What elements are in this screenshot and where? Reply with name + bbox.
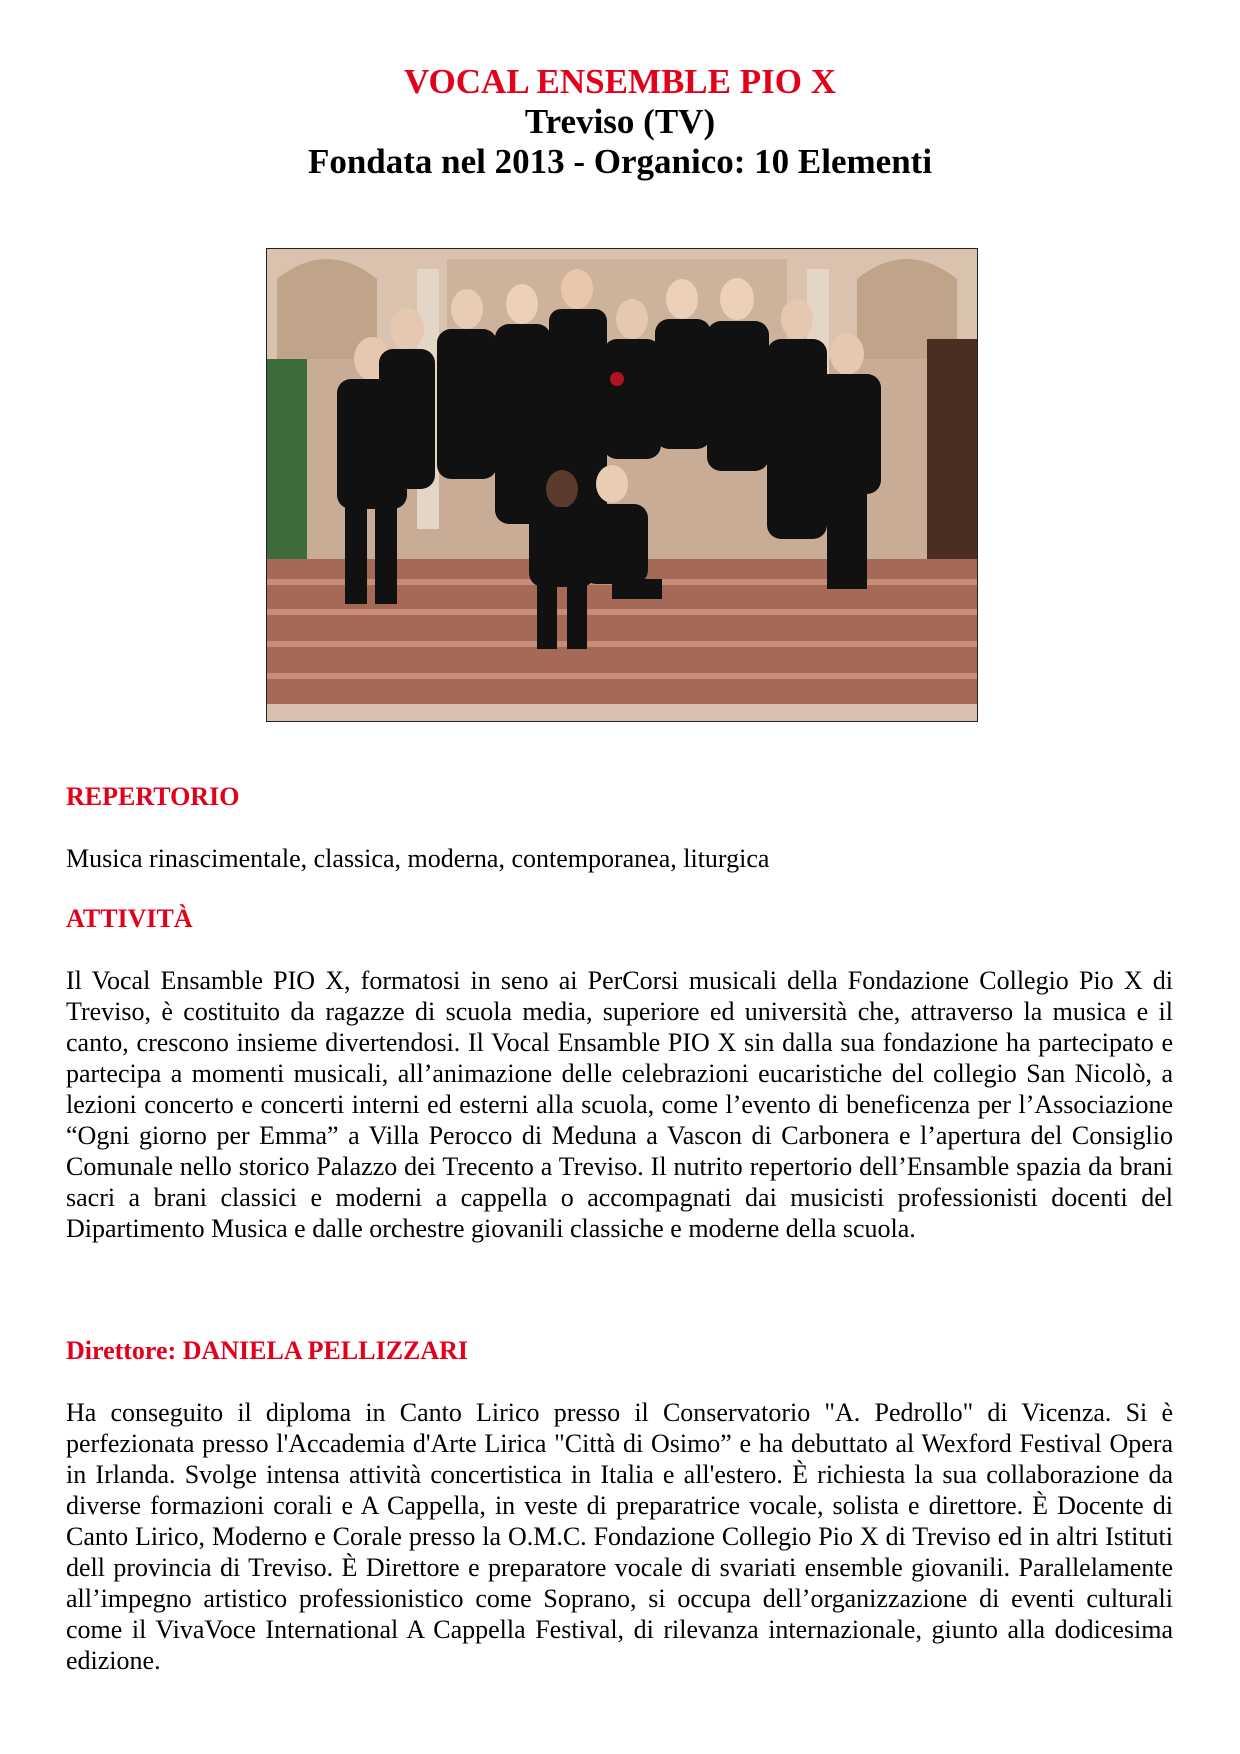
direttore-text: Ha conseguito il diploma in Canto Lirico presso il Conservatorio "A. Pedrollo" di Vicenza. Si è perfezionata presso l'Accademia d'Arte Lirica "Città di Osimo” e ha debuttato al Wexford Festival Opera in Irlanda. Svolge intensa attività concertistica in Italia e all'estero. È richiesta la sua collaborazione da diverse formazioni corali e A Cappella, in veste di preparatrice vocale, solista e direttore. È Docente di Canto Lirico, Moderno e Corale presso la O.M.C. Fondazione Collegio Pio X di Treviso ed in altri Istituti dell provincia di Treviso. È Direttore e preparatore vocale di svariati ensemble giovanili. Parallelamente all’impegno artistico professionistico come Soprano, si occupa dell’organizzazione di eventi culturali come il VivaVoce International A Cappella Festival, di rilevanza internazionale, giunto alla dodicesima edizione. (66, 1398, 1173, 1675)
repertorio-text: Musica rinascimentale, classica, moderna, contemporanea, liturgica (66, 844, 770, 873)
document-header (0, 62, 1240, 182)
ensemble-founded: Fondata nel 2013 - Organico: 10 Elementi (307, 142, 933, 181)
repertorio-heading: REPERTORIO (66, 782, 240, 811)
group-photo-icon (267, 249, 977, 721)
ensemble-city: Treviso (TV) (524, 102, 716, 141)
group-photo (266, 248, 978, 722)
attivita-heading: ATTIVITÀ (66, 904, 193, 933)
direttore-heading: Direttore: DANIELA PELLIZZARI (66, 1336, 469, 1365)
attivita-text: Il Vocal Ensamble PIO X, formatosi in seno ai PerCorsi musicali della Fondazione Collegio Pio X di Treviso, è costituito da ragazze di scuola media, superiore ed università che, attraverso la musica e il canto, crescono insieme divertendosi. Il Vocal Ensamble PIO X sin dalla sua fondazione ha partecipato e partecipa a momenti musicali, all’animazione delle celebrazioni eucaristiche del collegio San Nicolò, a lezioni concerto e concerti interni ed esterni alla scuola, come l’evento di beneficenza per l’Associazione “Ogni giorno per Emma” a Villa Perocco di Meduna a Vascon di Carbonera e l’apertura del Consiglio Comunale nello storico Palazzo dei Trecento a Treviso. Il nutrito repertorio dell’Ensamble spazia da brani sacri a brani classici e moderni a cappella o accompagnati dai musicisti professionisti docenti del Dipartimento Musica e dalle orchestre giovanili classiche e moderne della scuola. (66, 966, 1173, 1243)
ensemble-title: VOCAL ENSEMBLE PIO X (403, 62, 836, 101)
